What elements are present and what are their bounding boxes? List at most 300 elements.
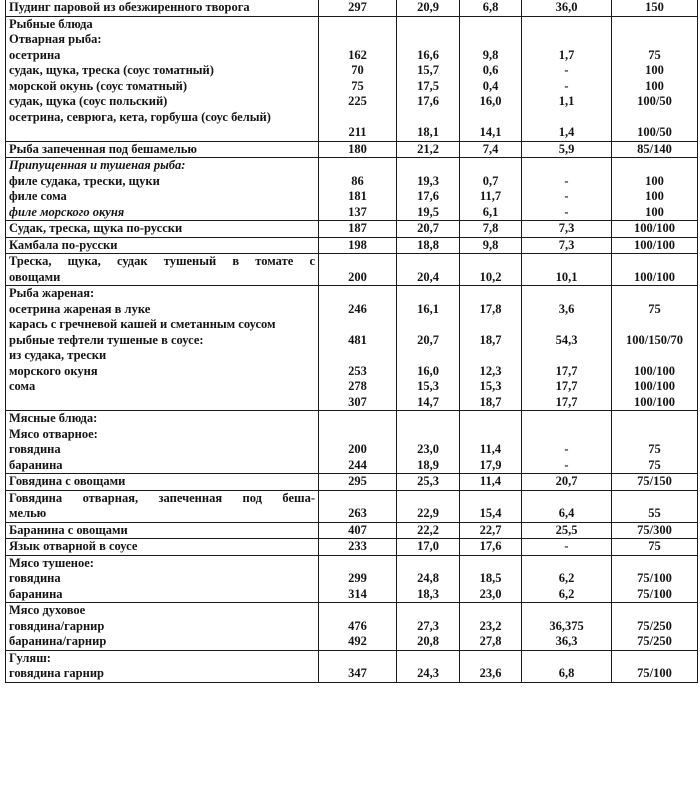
calories-text: 347	[348, 666, 367, 680]
protein-text: 23,0	[417, 442, 439, 456]
portion-output-text	[615, 603, 694, 619]
calories-text: 70	[351, 63, 364, 77]
dish-name-cell	[6, 16, 319, 141]
dish-name-cell	[6, 603, 319, 651]
portion-output-text: 55	[648, 506, 661, 520]
calories-text	[322, 556, 393, 572]
fat-text: 7,8	[482, 221, 499, 235]
protein-text	[400, 158, 456, 174]
fat-text	[463, 32, 518, 48]
calories-text: 476	[348, 618, 367, 633]
carbohydrates-text: 20,7	[555, 474, 578, 488]
fat-cell	[460, 539, 522, 556]
protein-text: 20,4	[417, 269, 439, 284]
fat-text	[463, 158, 518, 174]
dish-name-text: осетрина жареная в луке	[9, 301, 151, 316]
protein-text	[400, 651, 456, 667]
portion-output-text: 75/150	[637, 474, 672, 488]
dish-name-cell	[6, 221, 319, 238]
portion-output-text: 100/50	[637, 94, 672, 108]
carbohydrates-text: -	[564, 78, 569, 93]
fat-text: 23,0	[479, 586, 502, 601]
fat-text: 11,4	[479, 442, 502, 456]
dish-name-cell	[6, 522, 319, 539]
protein-text: 20,8	[417, 634, 439, 648]
calories-text: 200	[348, 269, 367, 284]
dish-name-text: Мясные блюда:	[9, 411, 98, 425]
table-row	[6, 603, 698, 651]
dish-name-cell	[6, 411, 319, 474]
protein-text: 21,2	[417, 141, 439, 156]
protein-text	[400, 556, 456, 572]
carbohydrates-text	[525, 286, 608, 302]
calories-text	[322, 317, 393, 333]
fat-cell	[460, 555, 522, 603]
portion-output-cell	[612, 474, 698, 491]
fat-cell	[460, 411, 522, 474]
carbohydrates-cell	[522, 603, 612, 651]
calories-cell	[319, 16, 397, 141]
dish-name-text: из судака, трески	[9, 348, 107, 362]
portion-output-text: 75	[648, 457, 661, 472]
portion-output-text	[615, 254, 694, 270]
carbohydrates-text: -	[564, 63, 569, 77]
dish-name-text: Мясо духовое	[9, 603, 86, 617]
calories-text	[322, 254, 393, 270]
portion-output-text: 75	[648, 539, 661, 553]
calories-text: 86	[351, 173, 364, 188]
protein-text	[400, 17, 456, 33]
fat-text: 17,8	[479, 301, 502, 316]
fat-text: 7,4	[482, 141, 499, 156]
protein-text	[400, 603, 456, 619]
dish-name-cell	[6, 286, 319, 411]
dish-name-text: карась с гречневой кашей и сметанным соусом	[9, 317, 276, 331]
calories-text	[322, 603, 393, 619]
carbohydrates-text: 3,6	[558, 301, 575, 316]
fat-cell	[460, 474, 522, 491]
protein-text	[400, 491, 456, 507]
dish-name-cell	[6, 158, 319, 221]
dish-name-text: морского окуня	[9, 363, 98, 378]
portion-output-text: 75	[648, 301, 661, 316]
dish-name-text: Рыбные блюда	[9, 16, 93, 31]
fat-text: 23,6	[479, 666, 502, 680]
protein-cell	[397, 158, 460, 221]
dish-name-text: филе морского окуня	[9, 204, 125, 219]
carbohydrates-text: 5,9	[558, 141, 575, 156]
portion-output-text	[615, 556, 694, 572]
dish-name-cell	[6, 254, 319, 286]
carbohydrates-text	[525, 158, 608, 174]
portion-output-text: 100/100	[634, 269, 675, 284]
fat-text	[463, 411, 518, 427]
carbohydrates-cell	[522, 490, 612, 522]
protein-text: 24,3	[417, 666, 439, 680]
nutrition-table-body	[6, 0, 698, 682]
calories-text: 263	[348, 506, 367, 520]
fat-text: 0,6	[482, 63, 499, 77]
calories-text	[322, 411, 393, 427]
calories-text: 137	[348, 204, 367, 219]
protein-text: 17,0	[417, 539, 439, 553]
portion-output-cell	[612, 237, 698, 254]
protein-cell	[397, 221, 460, 238]
fat-text: 18,7	[479, 332, 502, 347]
carbohydrates-text: 17,7	[555, 394, 578, 409]
calories-text: 295	[348, 474, 367, 488]
protein-text	[400, 32, 456, 48]
calories-text: 481	[348, 332, 367, 347]
dish-name-text: Рыба жареная:	[9, 286, 95, 300]
carbohydrates-text	[525, 491, 608, 507]
calories-text	[322, 32, 393, 48]
carbohydrates-text: -	[564, 173, 569, 188]
calories-text: 314	[348, 586, 367, 601]
fat-text	[463, 427, 518, 443]
fat-text	[463, 17, 518, 33]
dish-name-text: осетрина, севрюга, кета, горбуша (соус белый)	[9, 109, 271, 124]
protein-cell	[397, 16, 460, 141]
table-row	[6, 0, 698, 16]
portion-output-cell	[612, 522, 698, 539]
portion-output-text: 150	[645, 0, 664, 14]
table-row	[6, 141, 698, 158]
dish-name-text: Рыба запеченная под бешамелью	[9, 141, 197, 156]
dish-name-text: Камбала по-русски	[9, 237, 118, 252]
calories-cell	[319, 555, 397, 603]
protein-text: 22,2	[417, 522, 439, 537]
dish-name-text: баранина/гарнир	[9, 634, 107, 648]
dish-name-text: Судак, треска, щука по-русски	[9, 221, 183, 235]
dish-name-text: филе судака, трески, щуки	[9, 173, 160, 188]
dish-name-text: овощами	[9, 269, 61, 284]
table-row	[6, 474, 698, 491]
calories-text: 407	[348, 522, 367, 537]
dish-name-text: говядина	[9, 442, 61, 456]
carbohydrates-text: 36,3	[555, 634, 578, 648]
carbohydrates-text	[525, 317, 608, 333]
protein-text	[400, 286, 456, 302]
carbohydrates-text	[525, 17, 608, 33]
carbohydrates-text: 6,4	[558, 506, 575, 520]
carbohydrates-text: 54,3	[555, 332, 578, 347]
protein-text	[400, 348, 456, 364]
protein-cell	[397, 286, 460, 411]
carbohydrates-text: 25,5	[555, 522, 578, 537]
protein-text: 24,8	[417, 571, 439, 585]
protein-text: 19,3	[417, 173, 439, 188]
fat-cell	[460, 237, 522, 254]
carbohydrates-text	[525, 556, 608, 572]
fat-text: 17,6	[479, 539, 502, 553]
calories-text: 162	[348, 47, 367, 62]
calories-text	[322, 17, 393, 33]
portion-output-text: 100/100	[634, 221, 675, 235]
protein-cell	[397, 555, 460, 603]
portion-output-text: 100	[645, 204, 664, 219]
portion-output-cell	[612, 16, 698, 141]
carbohydrates-text: -	[564, 442, 569, 456]
dish-name-text: баранина	[9, 586, 63, 601]
fat-cell	[460, 522, 522, 539]
dish-name-text: Мясо тушеное:	[9, 555, 94, 570]
protein-text: 14,7	[417, 394, 439, 409]
protein-text: 18,8	[417, 237, 439, 252]
fat-text: 11,7	[479, 189, 502, 203]
fat-cell	[460, 0, 522, 16]
fat-text: 17,9	[479, 457, 502, 472]
fat-text: 18,7	[479, 394, 502, 409]
fat-text	[463, 110, 518, 126]
fat-cell	[460, 221, 522, 238]
fat-text	[463, 317, 518, 333]
calories-text: 299	[348, 571, 367, 585]
portion-output-text: 100	[645, 189, 664, 203]
dish-name-cell	[6, 650, 319, 682]
carbohydrates-cell	[522, 474, 612, 491]
portion-output-text: 75/100	[637, 586, 672, 601]
dish-name-cell	[6, 539, 319, 556]
protein-cell	[397, 650, 460, 682]
protein-text	[400, 411, 456, 427]
portion-output-cell	[612, 603, 698, 651]
fat-cell	[460, 16, 522, 141]
table-row	[6, 254, 698, 286]
carbohydrates-text: 1,4	[558, 125, 575, 139]
calories-cell	[319, 286, 397, 411]
table-row	[6, 286, 698, 411]
carbohydrates-text	[525, 348, 608, 364]
protein-text: 25,3	[417, 474, 439, 488]
table-row	[6, 158, 698, 221]
protein-text: 15,7	[417, 63, 439, 77]
dish-name-cell	[6, 0, 319, 16]
fat-text: 0,7	[482, 173, 499, 188]
fat-cell	[460, 490, 522, 522]
carbohydrates-text	[525, 651, 608, 667]
fat-text: 22,7	[479, 522, 502, 537]
protein-text: 19,5	[417, 204, 439, 219]
protein-text: 18,1	[417, 125, 439, 139]
calories-text: 75	[351, 78, 364, 93]
portion-output-text: 75/250	[637, 618, 672, 633]
protein-cell	[397, 539, 460, 556]
fat-text: 9,8	[482, 47, 499, 62]
protein-text	[400, 317, 456, 333]
table-row	[6, 650, 698, 682]
dish-name-text: говядина гарнир	[9, 666, 104, 680]
dish-name-cell	[6, 237, 319, 254]
carbohydrates-text: -	[564, 189, 569, 203]
fat-text: 9,8	[482, 237, 499, 252]
dish-name-text: Отварная рыба:	[9, 32, 102, 46]
dish-name-text: Баранина с овощами	[9, 522, 128, 537]
fat-text: 12,3	[479, 363, 502, 378]
dish-name-text: Пудинг паровой из обезжиренного творога	[9, 0, 250, 14]
carbohydrates-cell	[522, 237, 612, 254]
carbohydrates-text: 6,8	[558, 666, 575, 680]
carbohydrates-cell	[522, 221, 612, 238]
protein-text	[400, 254, 456, 270]
calories-text	[322, 651, 393, 667]
portion-output-text	[615, 17, 694, 33]
carbohydrates-text: -	[564, 204, 569, 219]
protein-text: 17,6	[417, 189, 439, 203]
carbohydrates-cell	[522, 286, 612, 411]
dish-name-text: Треска, щука, судак тушеный в томате с	[9, 254, 315, 268]
protein-cell	[397, 254, 460, 286]
fat-text: 15,4	[479, 506, 502, 520]
dish-name-text: морской окунь (соус томатный)	[9, 78, 188, 93]
carbohydrates-cell	[522, 522, 612, 539]
carbohydrates-text: 36,0	[555, 0, 578, 14]
calories-cell	[319, 539, 397, 556]
protein-text: 22,9	[417, 506, 439, 520]
fat-text: 16,0	[479, 94, 502, 108]
calories-cell	[319, 603, 397, 651]
protein-text: 16,0	[417, 363, 439, 378]
dish-name-text	[9, 125, 315, 141]
protein-text: 16,1	[417, 301, 439, 316]
calories-text: 246	[348, 301, 367, 316]
protein-text: 20,7	[417, 221, 439, 235]
carbohydrates-cell	[522, 254, 612, 286]
calories-text	[322, 158, 393, 174]
portion-output-text: 75/300	[637, 522, 672, 537]
carbohydrates-text: -	[564, 539, 569, 553]
table-row	[6, 522, 698, 539]
carbohydrates-cell	[522, 555, 612, 603]
dish-name-cell	[6, 490, 319, 522]
portion-output-text: 100/100	[634, 363, 675, 378]
carbohydrates-text: -	[564, 457, 569, 472]
carbohydrates-cell	[522, 0, 612, 16]
portion-output-cell	[612, 286, 698, 411]
calories-cell	[319, 474, 397, 491]
portion-output-text: 100/100	[634, 237, 675, 252]
carbohydrates-text: 17,7	[555, 363, 578, 378]
portion-output-cell	[612, 411, 698, 474]
calories-text: 200	[348, 442, 367, 456]
portion-output-text: 100/100	[634, 379, 675, 393]
fat-text: 11,4	[479, 474, 502, 488]
calories-text: 307	[348, 394, 367, 409]
protein-text: 20,7	[417, 332, 439, 347]
portion-output-text	[615, 348, 694, 364]
fat-text: 27,8	[479, 634, 502, 648]
portion-output-text	[615, 651, 694, 667]
portion-output-text: 100	[645, 78, 664, 93]
calories-cell	[319, 522, 397, 539]
carbohydrates-text	[525, 603, 608, 619]
protein-text: 27,3	[417, 618, 439, 633]
protein-cell	[397, 141, 460, 158]
carbohydrates-cell	[522, 411, 612, 474]
calories-text	[322, 286, 393, 302]
calories-cell	[319, 237, 397, 254]
dish-name-cell	[6, 474, 319, 491]
carbohydrates-cell	[522, 16, 612, 141]
protein-cell	[397, 411, 460, 474]
fat-text	[463, 603, 518, 619]
portion-output-cell	[612, 490, 698, 522]
carbohydrates-text: 1,1	[558, 94, 575, 108]
calories-cell	[319, 650, 397, 682]
calories-text: 187	[348, 221, 367, 235]
fat-cell	[460, 141, 522, 158]
fat-text	[463, 556, 518, 572]
protein-cell	[397, 474, 460, 491]
dish-name-text: мелью	[9, 506, 47, 520]
calories-text: 181	[348, 189, 367, 203]
portion-output-text: 75/100	[637, 666, 672, 680]
fat-text	[463, 491, 518, 507]
portion-output-text	[615, 286, 694, 302]
protein-text: 16,6	[417, 47, 439, 62]
calories-text: 211	[348, 125, 367, 139]
dish-name-text: судак, щука (соус польский)	[9, 94, 168, 108]
portion-output-text	[615, 427, 694, 443]
calories-cell	[319, 221, 397, 238]
calories-cell	[319, 141, 397, 158]
calories-text: 253	[348, 363, 367, 378]
carbohydrates-text: 7,3	[558, 237, 575, 252]
portion-output-cell	[612, 0, 698, 16]
calories-cell	[319, 0, 397, 16]
protein-text: 17,6	[417, 94, 439, 108]
protein-text: 17,5	[417, 78, 439, 93]
table-row	[6, 237, 698, 254]
dish-name-text: сома	[9, 379, 36, 393]
fat-text	[463, 348, 518, 364]
fat-text	[463, 254, 518, 270]
protein-text: 18,9	[417, 457, 439, 472]
dish-name-text: Говядина отварная, запеченная под беша-	[9, 490, 315, 505]
calories-text	[322, 348, 393, 364]
portion-output-text	[615, 317, 694, 333]
dish-name-text: говядина/гарнир	[9, 618, 105, 633]
table-row	[6, 490, 698, 522]
portion-output-cell	[612, 555, 698, 603]
fat-text: 0,4	[482, 78, 499, 93]
portion-output-text: 100/50	[637, 125, 672, 139]
carbohydrates-text: 7,3	[558, 221, 575, 235]
portion-output-text: 75	[648, 47, 661, 62]
fat-cell	[460, 158, 522, 221]
fat-cell	[460, 254, 522, 286]
carbohydrates-cell	[522, 141, 612, 158]
protein-text	[400, 427, 456, 443]
calories-text: 180	[348, 141, 367, 156]
fat-text	[463, 286, 518, 302]
fat-text: 6,1	[482, 204, 499, 219]
table-row	[6, 539, 698, 556]
table-row	[6, 411, 698, 474]
dish-name-cell	[6, 141, 319, 158]
carbohydrates-text	[525, 254, 608, 270]
calories-cell	[319, 490, 397, 522]
portion-output-text	[615, 32, 694, 48]
carbohydrates-text: 6,2	[558, 586, 575, 601]
dish-name-text: баранина	[9, 457, 63, 472]
calories-text: 225	[348, 94, 367, 108]
protein-cell	[397, 0, 460, 16]
dish-name-text	[9, 395, 315, 411]
portion-output-cell	[612, 254, 698, 286]
portion-output-cell	[612, 539, 698, 556]
calories-text: 297	[348, 0, 367, 14]
